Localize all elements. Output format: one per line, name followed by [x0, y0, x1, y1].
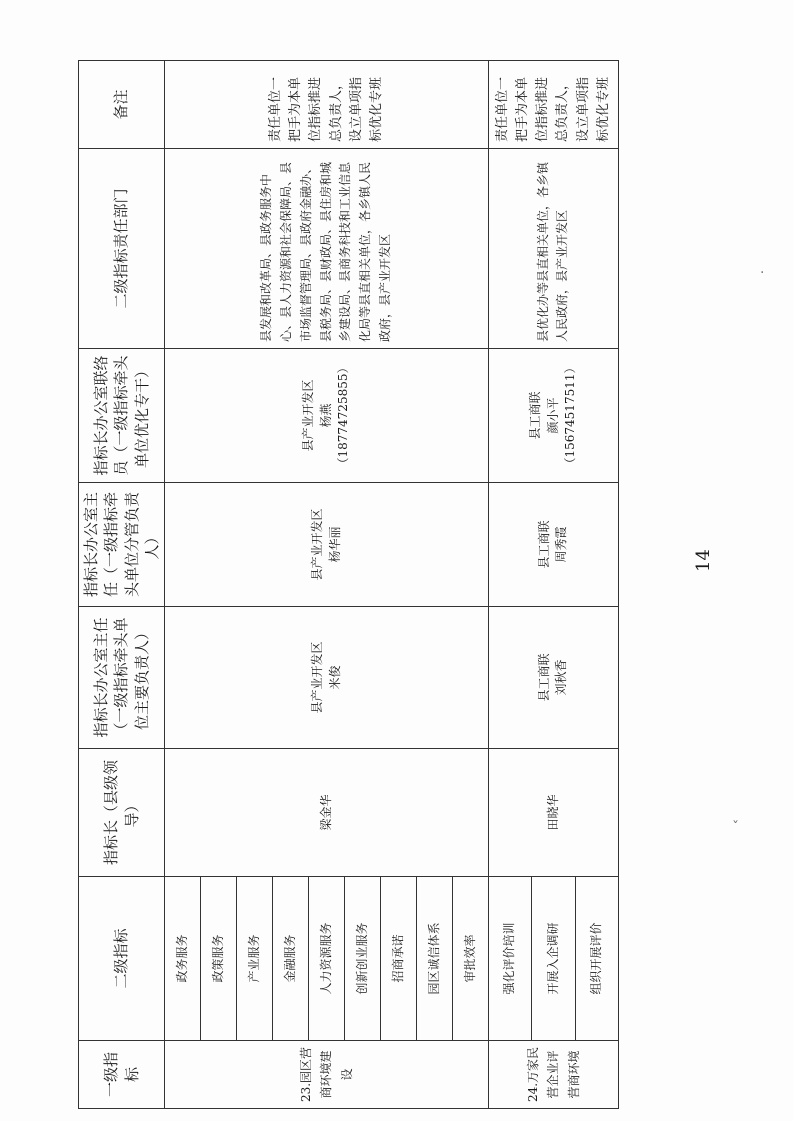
liaison-cell-24-unit: 县工商联 [528, 391, 543, 440]
header-l2: 二级指标 [79, 877, 165, 1041]
deputy-cell-24-unit: 县工商联 [537, 520, 552, 569]
l1-cell-24: 24.万家民营企业评营商环境 [489, 1041, 619, 1109]
l2-item: 组织开展评价 [575, 877, 618, 1041]
dept-cell-24: 县优化办等县直相关单位，各乡镇人民政府，县产业开发区 [489, 149, 619, 349]
header-deputy: 指标长办公室主任（一级指标牵头单位分管负责人） [79, 483, 165, 607]
liaison-cell-24-person: 颜小平（15674517511） [545, 361, 578, 470]
deputy-cell-23-unit: 县产业开发区 [310, 508, 325, 581]
l2-item: 人力资源服务 [309, 877, 345, 1041]
director-cell-24 [489, 607, 619, 749]
l2-item: 创新创业服务 [345, 877, 381, 1041]
header-liaison: 指标长办公室联络员（一级指标牵头单位优化专干） [79, 349, 165, 483]
liaison-cell-23 [165, 349, 489, 483]
dept-cell-23: 县发展和改革局、县政务服务中心、县人力资源和社会保障局、县市场监督管理局、县政府金融办、县税务局、县财政局、县住房和城乡建设局、县商务科技和工业信息化局等县直相关单位，各乡镇人民政府，县产业开发区 [165, 149, 489, 349]
table-row [165, 61, 201, 1109]
header-director: 指标长办公室主任（一级指标牵头单位主要负责人） [79, 607, 165, 749]
director-cell-23-unit: 县产业开发区 [310, 641, 325, 714]
director-cell-23 [165, 607, 489, 749]
scan-speck: ˇ [732, 820, 739, 836]
table-row [489, 61, 532, 1109]
liaison-cell-23-unit: 县产业开发区 [301, 379, 316, 452]
liaison-cell-23-person: 杨燕（18774725855） [318, 361, 351, 470]
l2-item: 招商承诺 [381, 877, 417, 1041]
l2-item: 园区诚信体系 [417, 877, 453, 1041]
deputy-cell-24 [489, 483, 619, 607]
l1-cell-23: 23.园区营商环境建设 [165, 1041, 489, 1109]
rotated-table-wrapper [78, 61, 612, 1109]
leader-cell-24: 田晓华 [489, 749, 619, 877]
header-dept: 二级指标责任部门 [79, 149, 165, 349]
header-note: 备注 [79, 61, 165, 149]
l2-item: 产业服务 [237, 877, 273, 1041]
director-cell-24-unit: 县工商联 [537, 653, 552, 702]
page-number: 14 [692, 549, 714, 572]
note-cell-23: 责任单位一把手为本单位指标推进总负责人，设立单项指标优化专班 [165, 61, 489, 149]
header-l1: 一级指标 [79, 1041, 165, 1109]
leader-cell-23: 梁金华 [165, 749, 489, 877]
responsibility-table [78, 60, 619, 1109]
liaison-cell-24 [489, 349, 619, 483]
director-cell-24-person: 刘秋香 [554, 659, 569, 696]
l2-item: 政策服务 [201, 877, 237, 1041]
deputy-cell-24-person: 周秀霞 [554, 526, 569, 563]
scan-speck: · [760, 265, 765, 281]
l2-item: 金融服务 [273, 877, 309, 1041]
deputy-cell-23-person: 杨华丽 [327, 526, 342, 563]
header-leader: 指标长（县级领导） [79, 749, 165, 877]
director-cell-23-person: 米俊 [327, 665, 342, 690]
l2-item: 政务服务 [165, 877, 201, 1041]
note-cell-24: 责任单位一把手为本单位指标推进总负责人，设立单项指标优化专班 [489, 61, 619, 149]
deputy-cell-23 [165, 483, 489, 607]
l2-item: 审批效率 [453, 877, 489, 1041]
l2-item: 开展入企调研 [532, 877, 575, 1041]
header-row [79, 61, 165, 1109]
l2-item: 强化评价培训 [489, 877, 532, 1041]
